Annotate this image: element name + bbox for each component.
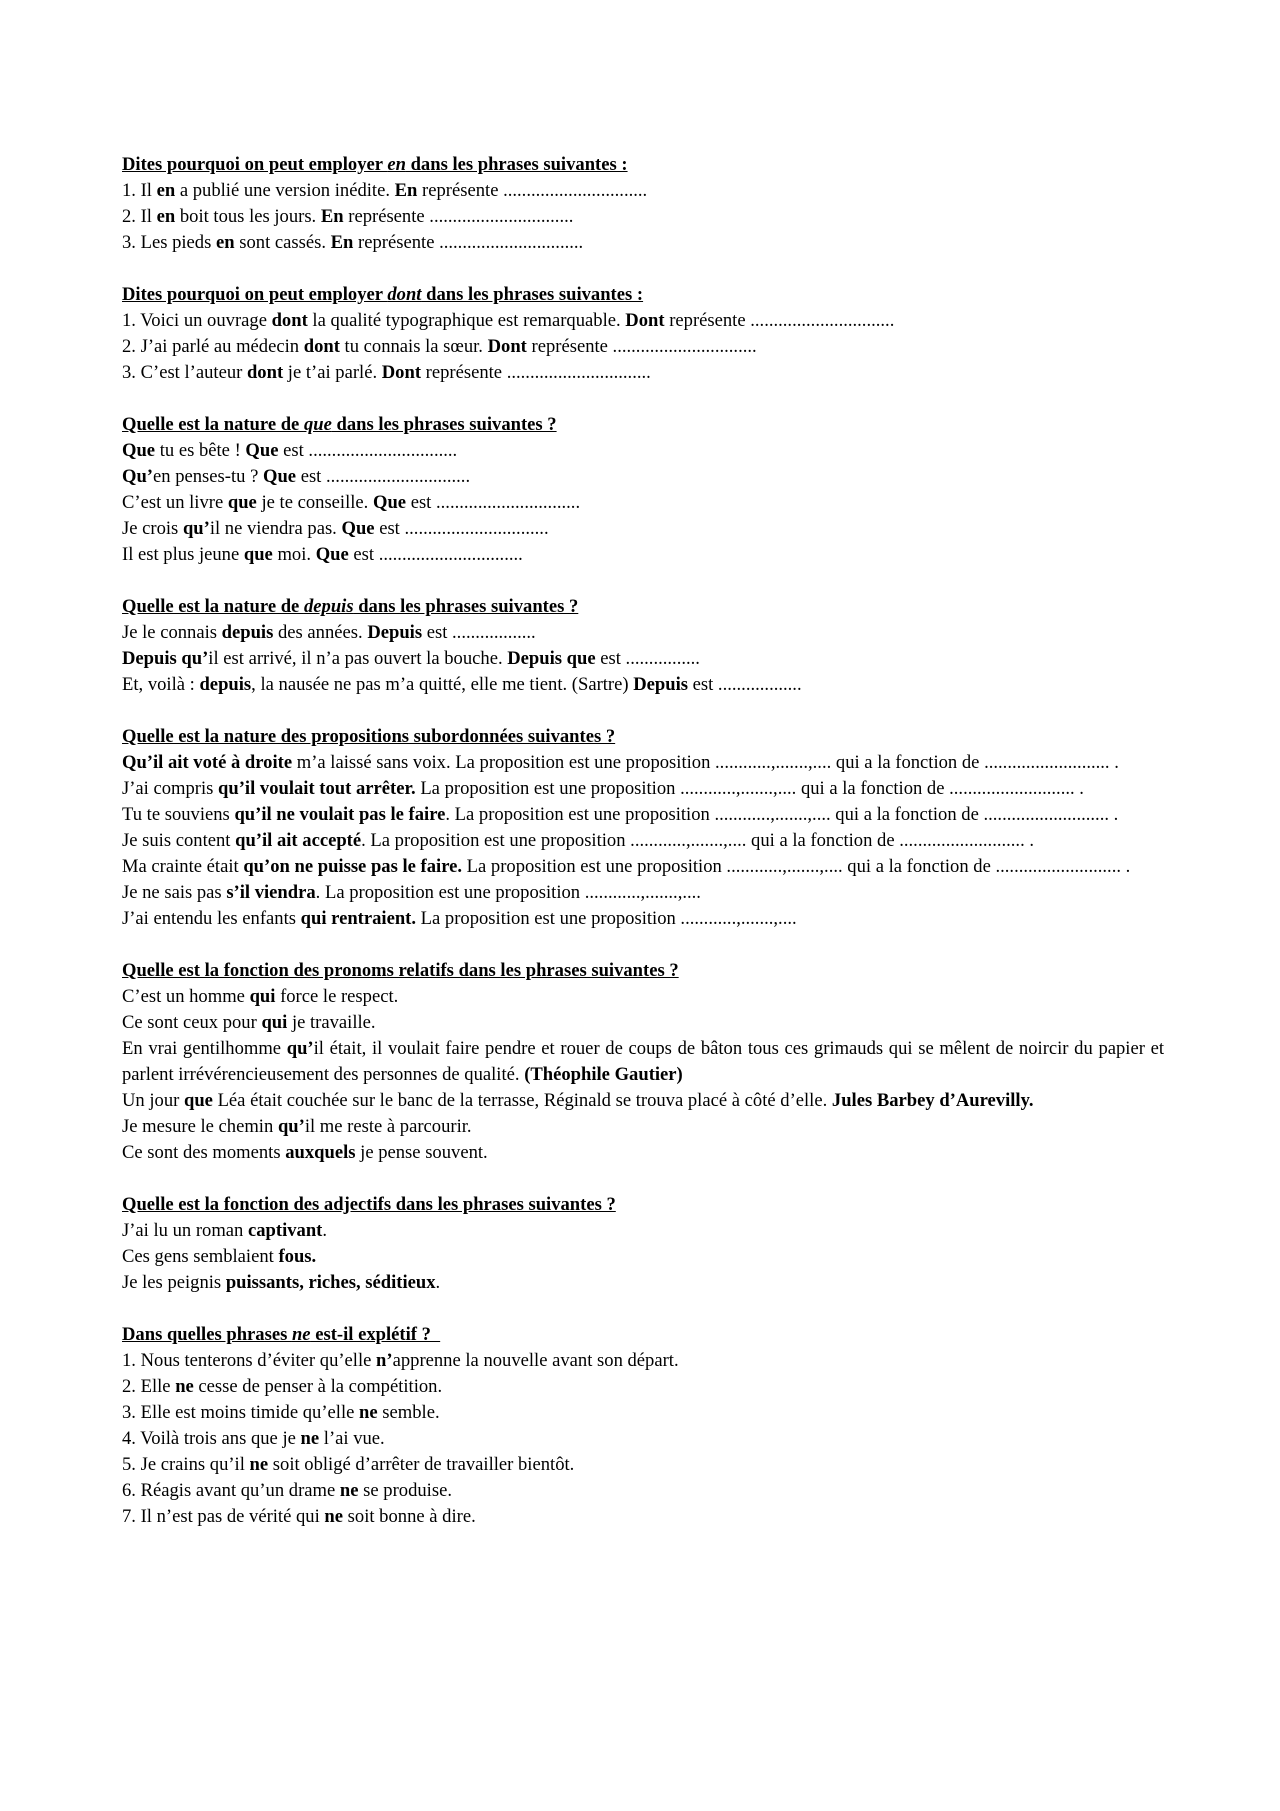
sentence-line: Tu te souviens qu’il ne voulait pas le faire. La proposition est une proposition ............,.......,.... qui a la fonction de ........................... .	[122, 804, 1119, 825]
sentence-line: 5. Je crains qu’il ne soit obligé d’arrêter de travailler bientôt.	[122, 1454, 575, 1475]
sentence-line: 1. Il en a publié une version inédite. En représente ...............................	[122, 180, 648, 201]
section-heading: Quelle est la nature de que dans les phrases suivantes ?	[122, 414, 557, 435]
section-depuis	[122, 594, 1164, 698]
sentence-line: 4. Voilà trois ans que je ne l’ai vue.	[122, 1428, 385, 1449]
section-adjectifs	[122, 1192, 1164, 1296]
sentence-line: Ces gens semblaient fous.	[122, 1246, 317, 1267]
sentence-line: Qu’il ait voté à droite m’a laissé sans voix. La proposition est une proposition ............,.......,.... qui a la fonction de ........................... .	[122, 752, 1119, 773]
sentence-line: J’ai lu un roman captivant.	[122, 1220, 328, 1241]
sentence-line: Ma crainte était qu’on ne puisse pas le faire. La proposition est une proposition ............,.......,.... qui a la fonction de ........................... .	[122, 856, 1131, 877]
sentence-line: C’est un livre que je te conseille. Que est ...............................	[122, 492, 581, 513]
sentence-line: Qu’en penses-tu ? Que est ...............................	[122, 466, 471, 487]
section-en	[122, 152, 1164, 256]
sentence-line: 1. Nous tenterons d’éviter qu’elle n’apprenne la nouvelle avant son départ.	[122, 1350, 679, 1371]
sentence-line: 2. J’ai parlé au médecin dont tu connais la sœur. Dont représente ...............................	[122, 336, 757, 357]
sentence-line: Un jour que Léa était couchée sur le banc de la terrasse, Réginald se trouva placé à côté d’elle. Jules Barbey d’Aurevilly.	[122, 1090, 1034, 1111]
sentence-line: 1. Voici un ouvrage dont la qualité typographique est remarquable. Dont représente ...............................	[122, 310, 895, 331]
section-ne-expletif	[122, 1322, 1164, 1530]
section-heading: Dites pourquoi on peut employer en dans les phrases suivantes :	[122, 154, 628, 175]
section-heading: Quelle est la fonction des adjectifs dans les phrases suivantes ?	[122, 1194, 616, 1215]
sentence-line: J’ai entendu les enfants qui rentraient. La proposition est une proposition ............,.......,....	[122, 908, 797, 929]
sentence-line: 3. C’est l’auteur dont je t’ai parlé. Dont représente ...............................	[122, 362, 651, 383]
section-subordonnees	[122, 724, 1164, 932]
sentence-line: Je le connais depuis des années. Depuis est ..................	[122, 622, 536, 643]
document-page	[122, 152, 1164, 1556]
sentence-line: 6. Réagis avant qu’un drame ne se produise.	[122, 1480, 452, 1501]
section-heading: Quelle est la nature de depuis dans les phrases suivantes ?	[122, 596, 579, 617]
sentence-line: Je ne sais pas s’il viendra. La proposition est une proposition ............,.......,....	[122, 882, 701, 903]
sentence-line: Et, voilà : depuis, la nausée ne pas m’a quitté, elle me tient. (Sartre) Depuis est ..................	[122, 674, 802, 695]
sentence-line: Depuis qu’il est arrivé, il n’a pas ouvert la bouche. Depuis que est ................	[122, 648, 700, 669]
section-heading: Dites pourquoi on peut employer dont dans les phrases suivantes :	[122, 284, 644, 305]
sentence-line: Il est plus jeune que moi. Que est ...............................	[122, 544, 523, 565]
sentence-line: Que tu es bête ! Que est ................................	[122, 440, 458, 461]
section-heading: Quelle est la nature des propositions subordonnées suivantes ?	[122, 726, 616, 747]
sentence-line: C’est un homme qui force le respect.	[122, 986, 399, 1007]
sentence-line: 3. Elle est moins timide qu’elle ne semble.	[122, 1402, 440, 1423]
sentence-line: 2. Il en boit tous les jours. En représente ...............................	[122, 206, 574, 227]
sentence-line: Je crois qu’il ne viendra pas. Que est ...............................	[122, 518, 549, 539]
sentence-line: Ce sont ceux pour qui je travaille.	[122, 1012, 376, 1033]
sentence-line: Je mesure le chemin qu’il me reste à parcourir.	[122, 1116, 472, 1137]
section-que	[122, 412, 1164, 568]
sentence-line: 3. Les pieds en sont cassés. En représente ...............................	[122, 232, 584, 253]
section-heading: Dans quelles phrases ne est-il explétif ?	[122, 1324, 441, 1345]
section-pronoms-relatifs	[122, 958, 1164, 1166]
section-heading: Quelle est la fonction des pronoms relatifs dans les phrases suivantes ?	[122, 960, 679, 981]
sentence-line: Ce sont des moments auxquels je pense souvent.	[122, 1142, 488, 1163]
sentence-line: Je les peignis puissants, riches, séditieux.	[122, 1272, 441, 1293]
sentence-line: 7. Il n’est pas de vérité qui ne soit bonne à dire.	[122, 1506, 476, 1527]
sentence-line: Je suis content qu’il ait accepté. La proposition est une proposition ............,.......,.... qui a la fonction de ........................... .	[122, 830, 1035, 851]
section-dont	[122, 282, 1164, 386]
sentence-line: En vrai gentilhomme qu’il était, il voulait faire pendre et rouer de coups de bâton tous ces grimauds qui se mêlent de noircir du papier et parlent irrévérencieusement des personnes de qualité. (Théophile Gautier)	[122, 1038, 1165, 1085]
sentence-line: 2. Elle ne cesse de penser à la compétition.	[122, 1376, 443, 1397]
sentence-line: J’ai compris qu’il voulait tout arrêter. La proposition est une proposition ............,.......,.... qui a la fonction de ........................... .	[122, 778, 1084, 799]
